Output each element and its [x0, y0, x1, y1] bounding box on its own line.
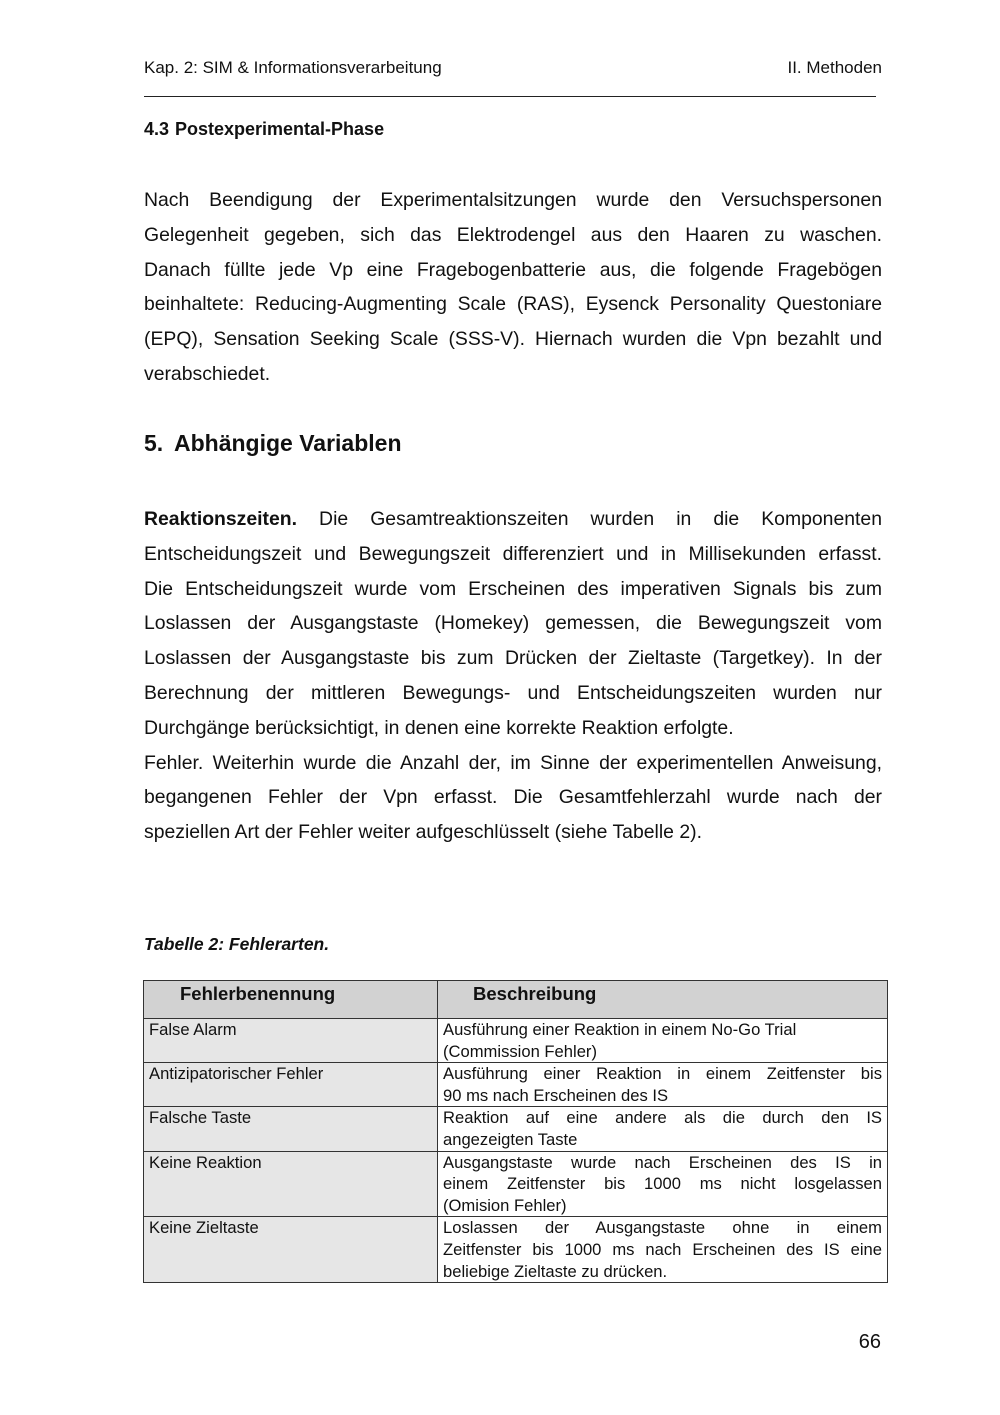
header-section: II. Methoden — [787, 58, 882, 77]
table-row — [144, 1107, 888, 1151]
text-line: verabschiedet. — [144, 362, 271, 385]
text-line: Loslassen der Ausgangstaste (Homekey) gemessen, die Bewegungszeit vom — [144, 612, 882, 635]
text-line: Gelegenheit gegeben, sich das Elektrodengel aus den Haaren zu waschen. — [144, 223, 882, 246]
error-description-cell — [438, 1019, 888, 1063]
table-header-row — [144, 981, 888, 1019]
lead-term: Reaktionszeiten. — [144, 508, 298, 530]
text-line: Danach füllte jede Vp eine Fragebogenbatterie aus, die folgende Fragebögen — [144, 258, 882, 281]
text-line: Fehler. Weiterhin wurde die Anzahl der, im Sinne der experimentellen Anweisung, — [144, 751, 882, 774]
description-line: Ausführung einer Reaktion in einem Zeitfenster bis — [443, 1064, 882, 1084]
section-4-3-number: 4.3 — [144, 119, 170, 139]
running-header — [144, 58, 882, 82]
text-line — [144, 502, 882, 537]
section-5-title: Abhängige Variablen — [174, 430, 402, 456]
table-row — [144, 1019, 888, 1063]
text-line: Die Entscheidungszeit wurde vom Erscheinen des imperativen Signals bis zum — [144, 577, 882, 600]
table-row — [144, 1217, 888, 1283]
table-row — [144, 1151, 888, 1217]
description-line: Ausführung einer Reaktion in einem No-Go Trial — [443, 1020, 797, 1039]
header-divider — [144, 96, 876, 97]
table-row — [144, 1063, 888, 1107]
table-caption: Tabelle 2: Fehlerarten. — [144, 934, 330, 954]
error-name-cell: False Alarm — [144, 1019, 438, 1063]
text-line-rest: Die Gesamtreaktionszeiten wurden in die Komponenten — [297, 508, 882, 530]
text-line: begangenen Fehler der Vpn erfasst. Die Gesamtfehlerzahl wurde nach der — [144, 786, 882, 809]
page-number: 66 — [858, 1331, 881, 1353]
paragraph-postexperimental — [144, 183, 882, 392]
description-line: Reaktion auf eine andere als die durch den IS — [443, 1108, 882, 1128]
error-description-cell — [438, 1217, 888, 1283]
description-line: einem Zeitfenster bis 1000 ms nicht losgelassen — [443, 1174, 882, 1194]
error-types-table — [143, 980, 888, 1283]
error-name-cell: Falsche Taste — [144, 1107, 438, 1151]
header-chapter: Kap. 2: SIM & Informationsverarbeitung — [144, 58, 442, 77]
error-name-cell: Keine Zieltaste — [144, 1217, 438, 1283]
paragraph-abhaengige-variablen — [144, 502, 882, 850]
error-description-cell — [438, 1063, 888, 1107]
description-line: Ausgangstaste wurde nach Erscheinen des IS in — [443, 1152, 882, 1172]
description-line: angezeigten Taste — [443, 1129, 578, 1149]
error-name-cell: Antizipatorischer Fehler — [144, 1063, 438, 1107]
column-header-name: Fehlerbenennung — [144, 981, 438, 1019]
text-line: (EPQ), Sensation Seeking Scale (SSS-V). Hiernach wurden die Vpn bezahlt und — [144, 328, 882, 351]
text-line: Entscheidungszeit und Bewegungszeit differenziert und in Millisekunden erfasst. — [144, 542, 882, 565]
description-line: (Commission Fehler) — [443, 1041, 597, 1061]
text-line: speziellen Art der Fehler weiter aufgeschlüsselt (siehe Tabelle 2). — [144, 821, 702, 844]
text-line: Nach Beendigung der Experimentalsitzungen wurde den Versuchspersonen — [144, 189, 882, 211]
section-4-3-heading — [144, 119, 384, 140]
section-4-3-title: Postexperimental-Phase — [175, 119, 385, 139]
description-line: Zeitfenster bis 1000 ms nach Erscheinen des IS eine — [443, 1239, 882, 1259]
section-5-number: 5. — [144, 430, 164, 456]
description-line: beliebige Zieltaste zu drücken. — [443, 1261, 668, 1281]
column-header-description: Beschreibung — [438, 981, 888, 1019]
error-description-cell — [438, 1151, 888, 1217]
error-name-cell: Keine Reaktion — [144, 1151, 438, 1217]
section-5-heading — [144, 430, 402, 457]
text-line: Durchgänge berücksichtigt, in denen eine korrekte Reaktion erfolgte. — [144, 716, 734, 739]
error-description-cell — [438, 1107, 888, 1151]
description-line: Loslassen der Ausgangstaste ohne in einem — [443, 1218, 882, 1238]
description-line: (Omision Fehler) — [443, 1195, 567, 1215]
description-line: 90 ms nach Erscheinen des IS — [443, 1085, 669, 1105]
text-line: Loslassen der Ausgangstaste bis zum Drücken der Zieltaste (Targetkey). In der — [144, 647, 882, 670]
text-line: beinhaltete: Reducing-Augmenting Scale (RAS), Eysenck Personality Questoniare — [144, 293, 882, 316]
text-line: Berechnung der mittleren Bewegungs- und Entscheidungszeiten wurden nur — [144, 681, 882, 704]
